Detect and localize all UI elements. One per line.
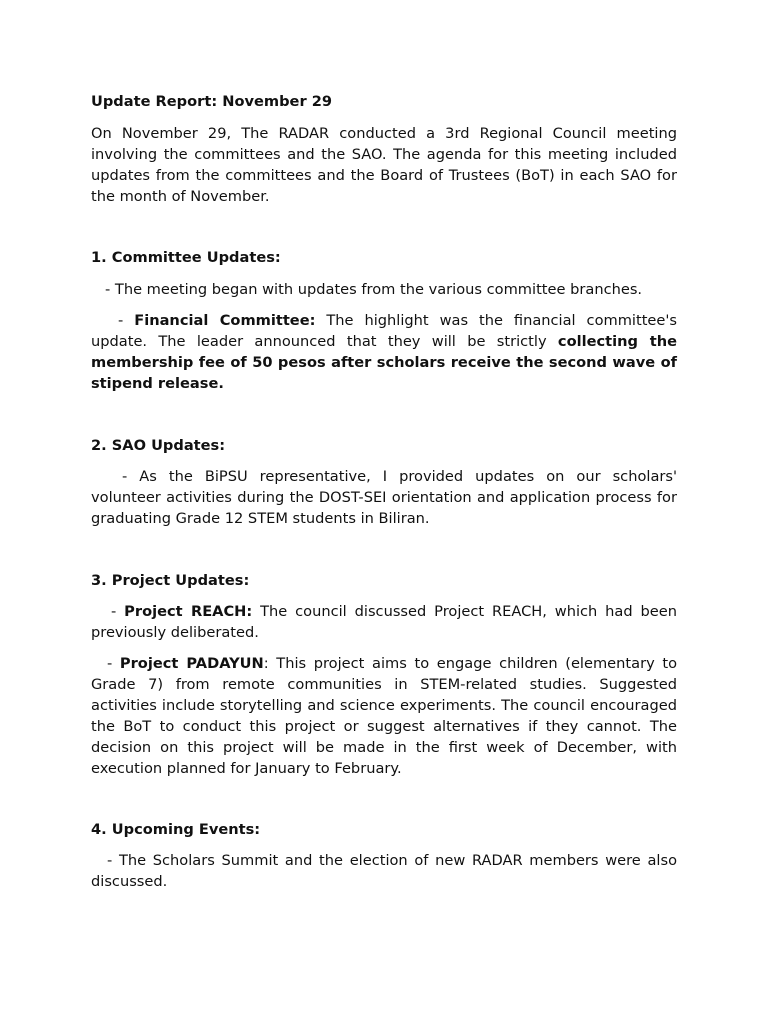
project-reach-paragraph	[91, 601, 677, 643]
intro-paragraph: On November 29, The RADAR conducted a 3rd Regional Council meeting involving the committees and the SAO. The agenda for this meeting included updates from the committees and the Board of Trustees (BoT) in each SAO for the month of November.	[91, 125, 677, 205]
dash: -	[111, 603, 125, 620]
project-padayun-text: : This project aims to engage children (elementary to Grade 7) from remote communities in STEM-related studies. Suggested activities include storytelling and science experiments. The council encouraged the BoT to conduct this project or suggest alternatives if they cannot. The decision on this project will be made in the first week of December, with execution planned for January to February.	[91, 655, 677, 777]
sao-paragraph: - As the BiPSU representative, I provided updates on our scholars' volunteer activities during the DOST-SEI orientation and application process for graduating Grade 12 STEM students in Biliran.	[91, 468, 677, 527]
section-heading-events: 4. Upcoming Events:	[91, 821, 261, 838]
financial-committee-paragraph	[91, 310, 677, 394]
section-heading-sao: 2. SAO Updates:	[91, 437, 226, 454]
project-padayun-label: Project PADAYUN	[119, 655, 264, 672]
section-heading-projects: 3. Project Updates:	[91, 572, 250, 589]
section-heading-committee: 1. Committee Updates:	[91, 249, 281, 266]
project-padayun-paragraph	[91, 653, 677, 779]
financial-text: The highlight was the financial committee's update. The leader announced that they will be strictly	[91, 312, 678, 350]
dash: -	[107, 655, 120, 672]
events-paragraph: - The Scholars Summit and the election of new RADAR members were also discussed.	[91, 852, 677, 890]
project-reach-label: Project REACH:	[124, 603, 253, 620]
dash: -	[118, 312, 135, 329]
committee-intro: - The meeting began with updates from the various committee branches.	[105, 281, 643, 298]
financial-committee-label: Financial Committee:	[134, 312, 316, 329]
project-reach-text: The council discussed Project REACH, which had been previously deliberated.	[91, 603, 677, 641]
financial-highlight: collecting the membership fee of 50 pesos after scholars receive the second wave of stipend release.	[91, 333, 678, 392]
report-title: Update Report: November 29	[91, 93, 333, 110]
